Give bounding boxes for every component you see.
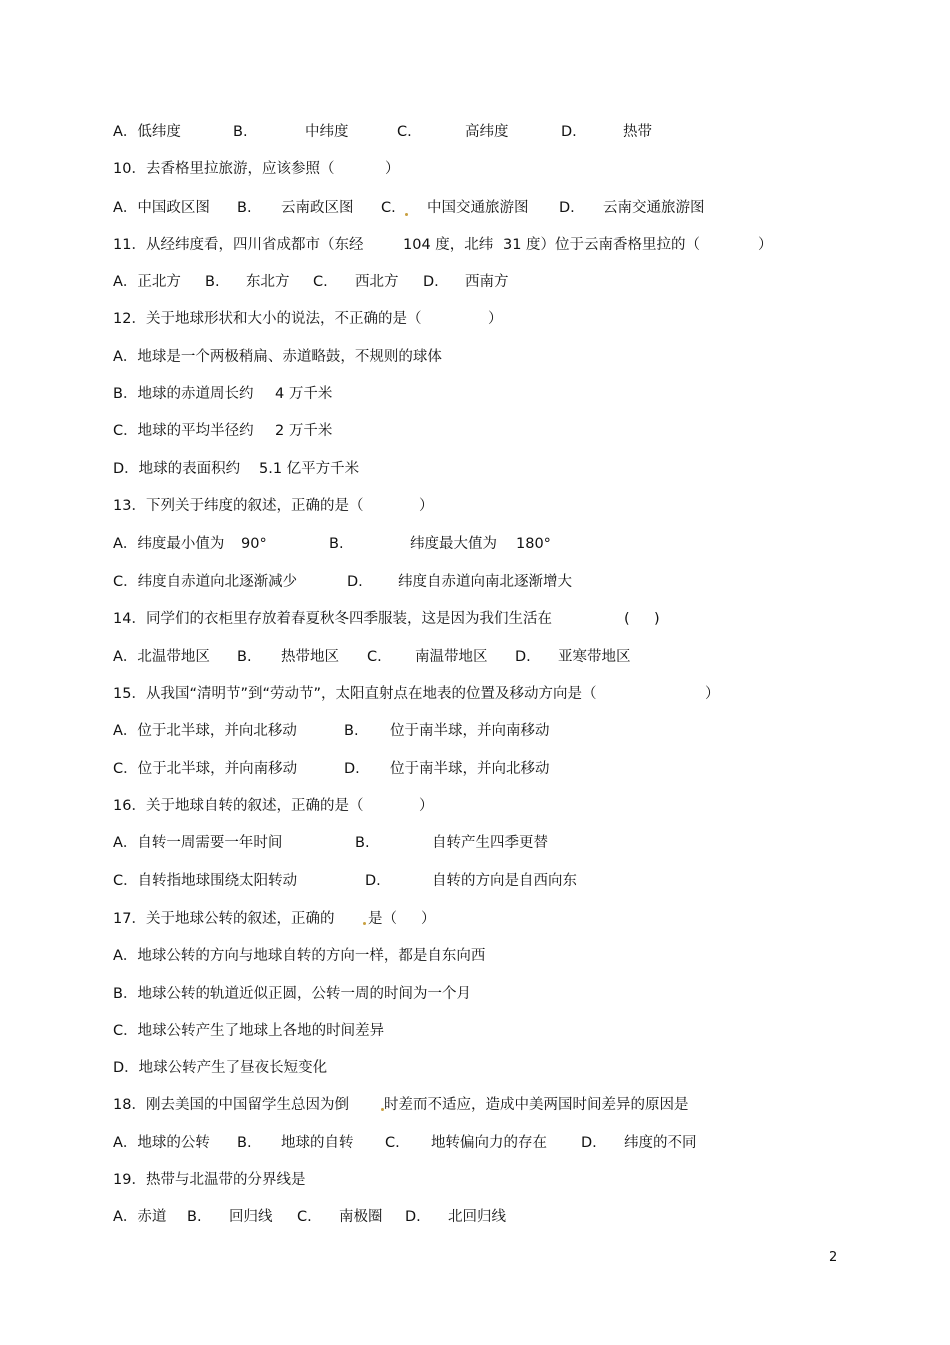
option-a: A．位于北半球，并向北移动 <box>113 723 297 739</box>
option-a: A．北温带地区 <box>113 649 210 665</box>
longitude-text: 104 度，北纬 <box>403 237 494 253</box>
option-c-letter: C. <box>297 1209 312 1225</box>
option-a: A．赤道 <box>113 1209 167 1225</box>
option-d-letter: D. <box>365 873 381 889</box>
option-a: A．地球是一个两极稍扁、赤道略鼓，不规则的球体 <box>113 349 442 365</box>
option-b-text: 地球的自转 <box>281 1135 354 1151</box>
option-d-letter: D. <box>561 124 577 140</box>
question-text: 12．关于地球形状和大小的说法，不正确的是（ <box>113 311 422 327</box>
option-d-text: 亚寒带地区 <box>558 649 631 665</box>
option-d-letter: D. <box>515 649 531 665</box>
option-a: A．自转一周需要一年时间 <box>113 835 283 851</box>
question-text: 14．同学们的衣柜里存放着春夏秋冬四季服装，这是因为我们生活在 <box>113 611 552 627</box>
question-text-end: 时差而不适应，造成中美两国时间差异的原因是 <box>384 1097 689 1113</box>
answer-paren-open: ( <box>624 611 630 627</box>
option-c: C．位于北半球，并向南移动 <box>113 761 298 777</box>
option-c: C．纬度自赤道向北逐渐减少 <box>113 574 298 590</box>
option-b-letter: B. <box>344 723 359 739</box>
stray-dot <box>381 1108 384 1111</box>
option-c-text: 地转偏向力的存在 <box>431 1135 547 1151</box>
question-text-end: 是（ <box>368 911 397 927</box>
option-c-value: 2 万千米 <box>275 423 333 439</box>
option-b-text: 热带地区 <box>281 649 339 665</box>
option-b-value: 4 万千米 <box>275 386 333 402</box>
option-d-text: 北回归线 <box>448 1209 506 1225</box>
option-d-letter: D. <box>559 200 575 216</box>
option-c: C．地球公转产生了地球上各地的时间差异 <box>113 1023 385 1039</box>
option-c-text: 中国交通旅游图 <box>427 200 529 216</box>
option-b-letter: B. <box>237 649 252 665</box>
option-b-text: 纬度最大值为 <box>410 536 497 552</box>
option-b-letter: B. <box>355 835 370 851</box>
latitude-text: 31 度）位于云南香格里拉的（ <box>503 237 701 253</box>
answer-paren: ） <box>385 161 400 177</box>
page-number: 2 <box>829 1250 838 1265</box>
question-text: 17．关于地球公转的叙述，正确的 <box>113 911 335 927</box>
option-b-letter: B. <box>205 274 220 290</box>
question-text: 18．刚去美国的中国留学生总因为倒 <box>113 1097 349 1113</box>
option-d-letter: D. <box>344 761 360 777</box>
option-c-letter: C. <box>381 200 396 216</box>
option-d-letter: D. <box>581 1135 597 1151</box>
option-c-letter: C. <box>367 649 382 665</box>
option-d-value: 5.1 亿平方千米 <box>259 461 360 477</box>
option-b-text: 东北方 <box>246 274 290 290</box>
option-c-letter: C. <box>313 274 328 290</box>
option-a-value: 90° <box>241 536 267 552</box>
option-b-text: 中纬度 <box>305 124 349 140</box>
option-b: B．地球的赤道周长约 <box>113 386 254 402</box>
option-b-text: 位于南半球，并向南移动 <box>390 723 550 739</box>
option-d-letter: D. <box>405 1209 421 1225</box>
option-c-text: 高纬度 <box>465 124 509 140</box>
option-b-text: 回归线 <box>229 1209 273 1225</box>
answer-paren: ） <box>758 237 773 253</box>
option-d-letter: D. <box>423 274 439 290</box>
question-text: 19．热带与北温带的分界线是 <box>113 1172 306 1188</box>
stray-dot <box>405 213 408 216</box>
answer-paren: ） <box>421 911 436 927</box>
option-c: C．地球的平均半径约 <box>113 423 254 439</box>
answer-paren: ） <box>705 686 720 702</box>
option-c-text: 西北方 <box>355 274 399 290</box>
option-d-text: 位于南半球，并向北移动 <box>390 761 550 777</box>
option-b-letter: B. <box>237 1135 252 1151</box>
question-text: 13．下列关于纬度的叙述，正确的是（ <box>113 498 364 514</box>
answer-paren-close: ) <box>654 611 660 627</box>
option-a: A．中国政区图 <box>113 200 210 216</box>
option-d: D．地球公转产生了昼夜长短变化 <box>113 1060 328 1076</box>
option-b-letter: B. <box>187 1209 202 1225</box>
option-c-text: 南温带地区 <box>415 649 488 665</box>
option-b-text: 云南政区图 <box>281 200 354 216</box>
option-c-letter: C. <box>385 1135 400 1151</box>
option-a: A．地球的公转 <box>113 1135 210 1151</box>
option-d-letter: D. <box>347 574 363 590</box>
option-a: A．纬度最小值为 <box>113 536 225 552</box>
answer-paren: ） <box>419 798 434 814</box>
option-c-letter: C. <box>397 124 412 140</box>
option-d: D．地球的表面积约 <box>113 461 241 477</box>
option-b-letter: B. <box>329 536 344 552</box>
answer-paren: ） <box>488 311 503 327</box>
option-a: A．地球公转的方向与地球自转的方向一样，都是自东向西 <box>113 948 486 964</box>
option-b-text: 自转产生四季更替 <box>432 835 548 851</box>
option-d-text: 自转的方向是自西向东 <box>432 873 577 889</box>
option-a: A．低纬度 <box>113 124 181 140</box>
option-c-text: 南极圈 <box>339 1209 383 1225</box>
question-text: 11．从经纬度看，四川省成都市（东经 <box>113 237 364 253</box>
option-b-letter: B. <box>237 200 252 216</box>
option-d-text: 云南交通旅游图 <box>603 200 705 216</box>
option-d-text: 纬度的不同 <box>624 1135 697 1151</box>
option-d-text: 纬度自赤道向南北逐渐增大 <box>398 574 572 590</box>
option-b-letter: B. <box>233 124 248 140</box>
option-d-text: 热带 <box>623 124 652 140</box>
option-b: B．地球公转的轨道近似正圆，公转一周的时间为一个月 <box>113 986 471 1002</box>
question-text: 16．关于地球自转的叙述，正确的是（ <box>113 798 364 814</box>
option-c: C．自转指地球围绕太阳转动 <box>113 873 298 889</box>
option-a: A．正北方 <box>113 274 181 290</box>
question-text: 15．从我国“清明节”到“劳动节”，太阳直射点在地表的位置及移动方向是（ <box>113 686 597 702</box>
option-d-text: 西南方 <box>465 274 509 290</box>
option-b-value: 180° <box>516 536 551 552</box>
answer-paren: ） <box>419 498 434 514</box>
stray-dot <box>363 922 366 925</box>
question-text: 10．去香格里拉旅游，应该参照（ <box>113 161 335 177</box>
